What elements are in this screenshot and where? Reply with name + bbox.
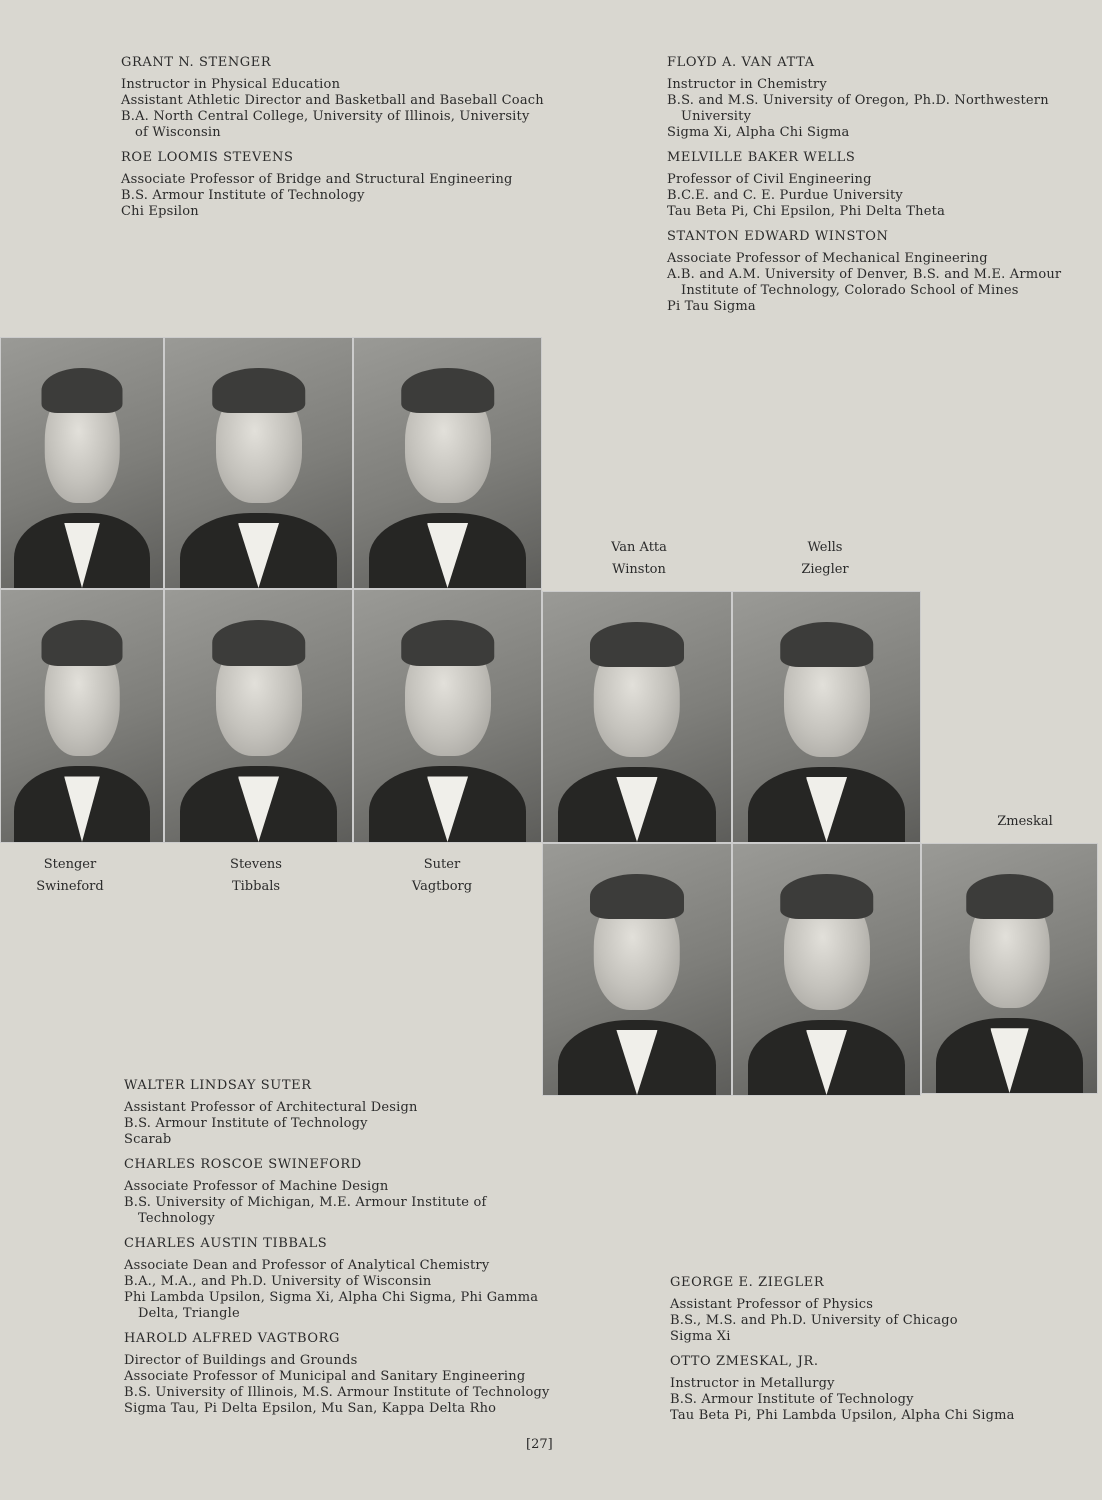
caption-ziegler: Ziegler (801, 562, 849, 577)
bio-line: Technology (138, 1211, 215, 1226)
caption-wells: Wells (807, 540, 843, 555)
caption-pair (392, 854, 492, 898)
caption-pair (206, 854, 306, 898)
bio-line: B.S. University of Illinois, M.S. Armour Institute of Technology (124, 1385, 550, 1400)
bio-line: Sigma Xi, Alpha Chi Sigma (667, 125, 850, 140)
bio-winston (667, 229, 1061, 315)
portrait-photo (0, 589, 164, 843)
page-number: [27] (526, 1437, 553, 1452)
bio-line: Associate Professor of Mechanical Engineering (667, 251, 988, 266)
bio-van-atta (667, 55, 1061, 141)
bio-stevens (121, 150, 544, 220)
portrait-photo (732, 591, 921, 843)
portrait-photo (353, 337, 542, 589)
portrait-photo (542, 591, 732, 843)
bio-line: Director of Buildings and Grounds (124, 1353, 358, 1368)
portrait-hair (42, 620, 123, 665)
caption-stenger: Stenger (43, 857, 97, 872)
caption-van-atta: Van Atta (611, 540, 667, 555)
bio-name: FLOYD A. VAN ATTA (667, 55, 815, 70)
portrait-hair (780, 622, 874, 667)
bio-line: Chi Epsilon (121, 204, 199, 219)
bio-line: B.S., M.S. and Ph.D. University of Chicago (670, 1313, 958, 1328)
bio-line: Instructor in Metallurgy (670, 1376, 835, 1391)
portrait-hair (590, 622, 684, 667)
portrait-hair (780, 874, 874, 919)
caption-suter: Suter (423, 857, 461, 872)
bio-line: Tau Beta Pi, Phi Lambda Upsilon, Alpha Chi Sigma (670, 1408, 1015, 1423)
caption-swineford: Swineford (36, 879, 104, 894)
bio-line: Professor of Civil Engineering (667, 172, 872, 187)
bios-bottom-left (124, 1078, 550, 1426)
bio-line: B.S. and M.S. University of Oregon, Ph.D. Northwestern (667, 93, 1049, 108)
bio-line: B.S. Armour Institute of Technology (124, 1116, 368, 1131)
portrait-hair (42, 368, 123, 413)
bio-zmeskal (670, 1354, 1015, 1424)
portrait-hair (212, 620, 306, 665)
bio-line: Instructor in Physical Education (121, 77, 341, 92)
bio-name: CHARLES AUSTIN TIBBALS (124, 1236, 328, 1251)
portrait-photo (542, 843, 732, 1096)
bio-line: Associate Professor of Machine Design (124, 1179, 389, 1194)
bio-line: Associate Professor of Municipal and Sanitary Engineering (124, 1369, 526, 1384)
bio-line: Phi Lambda Upsilon, Sigma Xi, Alpha Chi Sigma, Phi Gamma (124, 1290, 539, 1305)
portrait-hair (212, 368, 306, 413)
portrait-hair (590, 874, 684, 919)
portrait-photo (164, 589, 353, 843)
bio-line: Sigma Tau, Pi Delta Epsilon, Mu San, Kappa Delta Rho (124, 1401, 497, 1416)
bio-line: University (681, 109, 752, 124)
bio-line: Assistant Professor of Architectural Design (124, 1100, 418, 1115)
bio-line: B.S. Armour Institute of Technology (121, 188, 365, 203)
bio-line: Delta, Triangle (138, 1306, 240, 1321)
bio-line: Pi Tau Sigma (667, 299, 756, 314)
bio-line: Instructor in Chemistry (667, 77, 827, 92)
bio-line: Tau Beta Pi, Chi Epsilon, Phi Delta Theta (667, 204, 946, 219)
bio-name: HAROLD ALFRED VAGTBORG (124, 1331, 341, 1346)
caption-pair (600, 537, 678, 581)
bio-line: B.S. University of Michigan, M.E. Armour Institute of (124, 1195, 487, 1210)
caption-vagtborg: Vagtborg (411, 879, 473, 894)
caption-pair (786, 537, 864, 581)
bio-name: OTTO ZMESKAL, JR. (670, 1354, 819, 1369)
bio-line: B.S. Armour Institute of Technology (670, 1392, 914, 1407)
bio-line: Assistant Athletic Director and Basketball and Baseball Coach (121, 93, 544, 108)
portrait-photo (732, 843, 921, 1096)
bio-name: ROE LOOMIS STEVENS (121, 150, 294, 165)
caption-winston: Winston (612, 562, 666, 577)
bio-name: GRANT N. STENGER (121, 55, 272, 70)
caption-stevens: Stevens (230, 857, 282, 872)
bios-bottom-right (670, 1275, 1015, 1433)
bio-wells (667, 150, 1061, 220)
bio-line: Associate Professor of Bridge and Structural Engineering (121, 172, 513, 187)
bio-vagtborg (124, 1331, 550, 1417)
bio-line: Assistant Professor of Physics (670, 1297, 874, 1312)
bio-tibbals (124, 1236, 550, 1322)
bio-line: A.B. and A.M. University of Denver, B.S. and M.E. Armour (667, 267, 1062, 282)
bio-ziegler (670, 1275, 1015, 1345)
bio-name: GEORGE E. ZIEGLER (670, 1275, 825, 1290)
bio-line: B.A., M.A., and Ph.D. University of Wisconsin (124, 1274, 432, 1289)
portrait-hair (401, 368, 495, 413)
caption-tibbals: Tibbals (231, 879, 281, 894)
bio-line: B.C.E. and C. E. Purdue University (667, 188, 903, 203)
bio-line: Scarab (124, 1132, 172, 1147)
portrait-hair (966, 874, 1054, 919)
bios-top-right (667, 55, 1061, 324)
bio-swineford (124, 1157, 550, 1227)
bio-name: WALTER LINDSAY SUTER (124, 1078, 312, 1093)
caption-zmeskal: Zmeskal (997, 814, 1053, 829)
bio-line: Associate Dean and Professor of Analytical Chemistry (124, 1258, 490, 1273)
bios-top-left (121, 55, 544, 229)
bio-line: Sigma Xi (670, 1329, 731, 1344)
bio-name: STANTON EDWARD WINSTON (667, 229, 889, 244)
bio-name: CHARLES ROSCOE SWINEFORD (124, 1157, 362, 1172)
bio-name: MELVILLE BAKER WELLS (667, 150, 856, 165)
portrait-photo (353, 589, 542, 843)
bio-suter (124, 1078, 550, 1148)
portrait-photo (0, 337, 164, 589)
portrait-photo (921, 843, 1098, 1094)
bio-line: Institute of Technology, Colorado School of Mines (681, 283, 1019, 298)
bio-line: of Wisconsin (135, 125, 221, 140)
bio-stenger (121, 55, 544, 141)
caption-pair (20, 854, 120, 898)
portrait-hair (401, 620, 495, 665)
bio-line: B.A. North Central College, University of Illinois, University (121, 109, 530, 124)
portrait-photo (164, 337, 353, 589)
